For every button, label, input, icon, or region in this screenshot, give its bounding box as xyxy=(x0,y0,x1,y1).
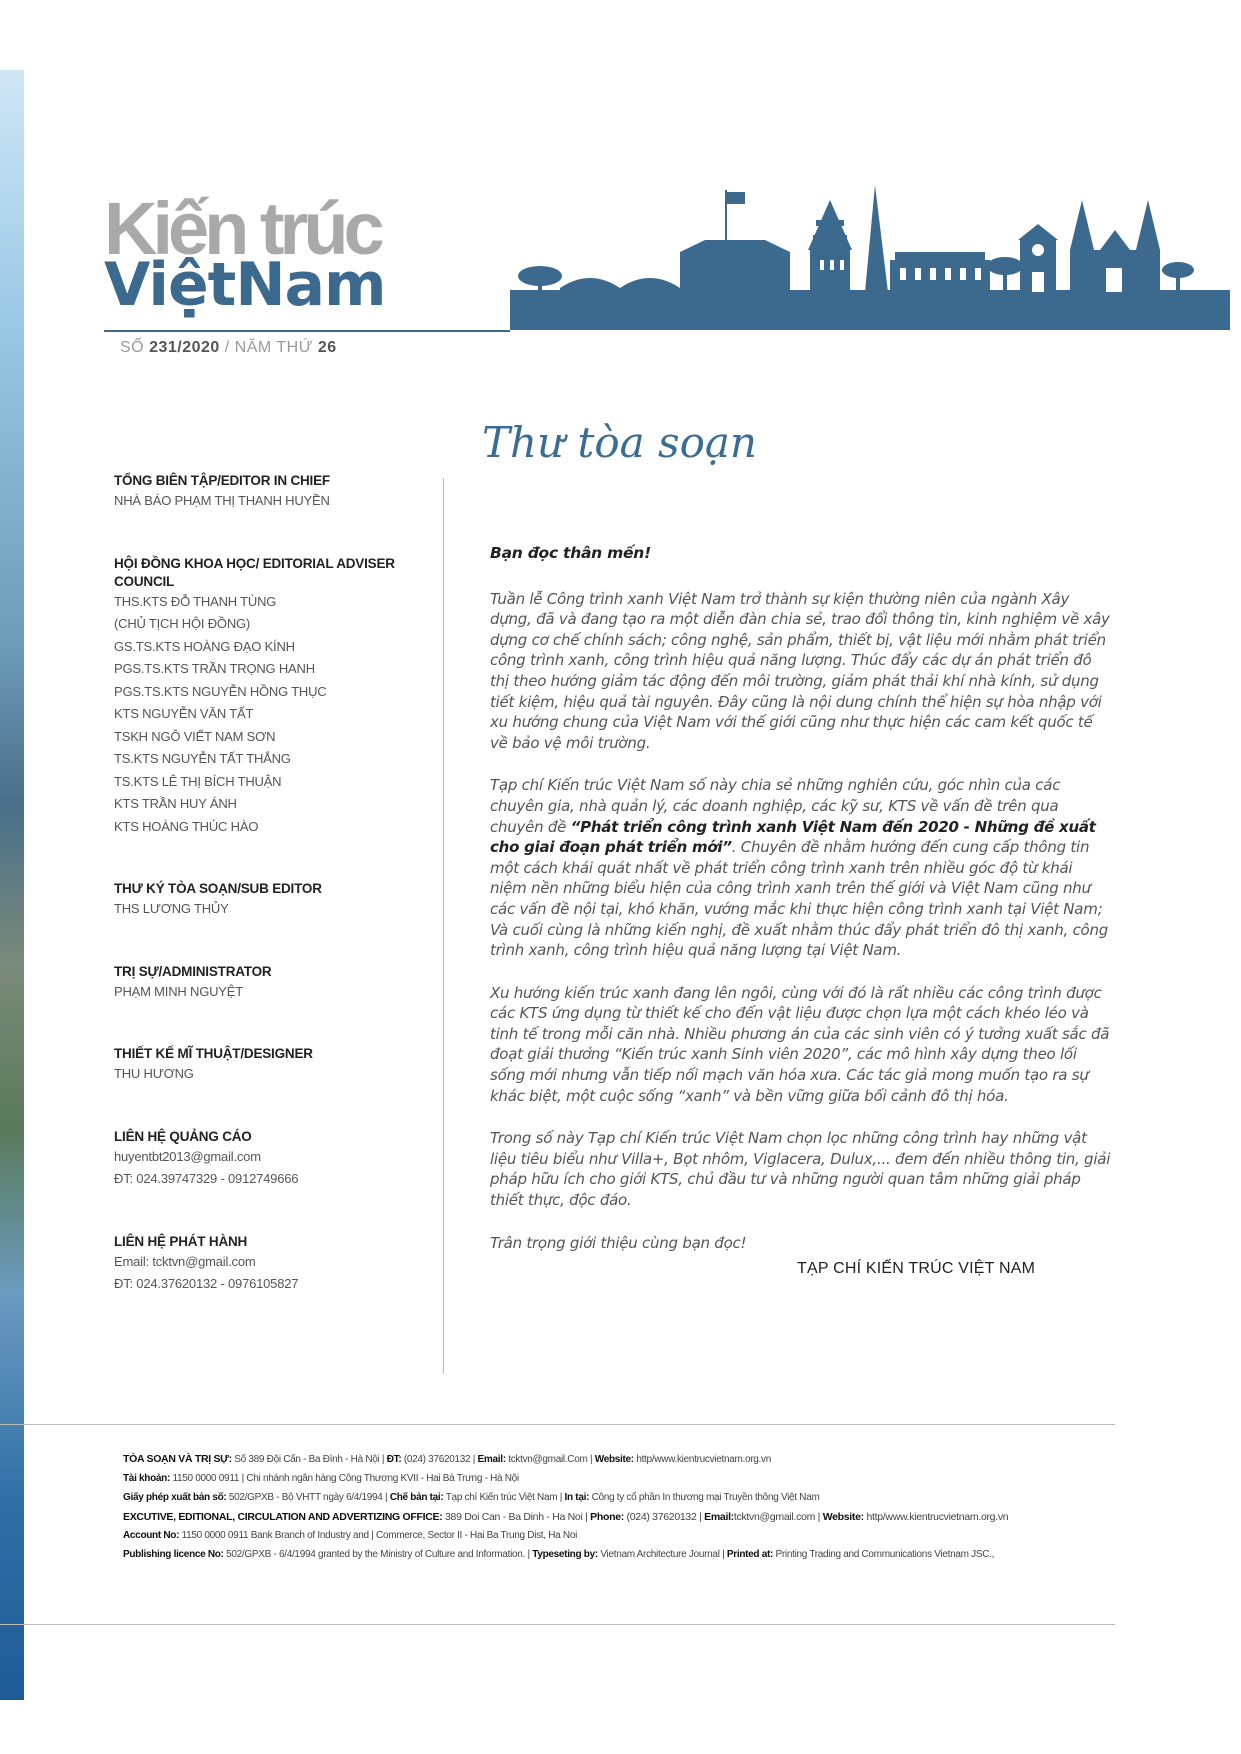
p2-topic-emphasis: “Phát triển công trình xanh Việt Nam đến 2020 - Những đề xuất cho giai đoạn phát triển mới” xyxy=(490,817,1096,857)
city-skyline-illustration xyxy=(510,180,1230,330)
footer-row xyxy=(123,1452,1123,1467)
masthead-line: Email: tcktvn@gmail.com xyxy=(114,1253,256,1269)
column-divider xyxy=(443,478,444,1374)
masthead-line: ĐT: 024.39747329 - 0912749666 xyxy=(114,1171,299,1186)
masthead-line: THU HƯƠNG xyxy=(114,1066,194,1081)
footer-text: http/www.kientrucvietnam.org.vn xyxy=(863,1511,1009,1523)
footer-label: Website: xyxy=(822,1511,864,1523)
masthead-heading: TRỊ SỰ/ADMINISTRATOR xyxy=(114,963,272,979)
footer-label: In tại: xyxy=(564,1492,590,1503)
masthead xyxy=(114,472,454,1296)
masthead-line: PGS.TS.KTS TRẦN TRỌNG HANH xyxy=(114,661,315,676)
letter-greeting: Bạn đọc thân mến! xyxy=(490,544,651,562)
letter-paragraph-4: Trong số này Tạp chí Kiến trúc Việt Nam chọn lọc những công trình hay những vật liệu tiêu biểu như Villa+, Bọt nhôm, Viglacera, Dulux,... đem đến nhiều thông tin, giải pháp hữu ích cho giới KTS, chủ đầu tư và những người quan tâm những giải pháp thiết thực, độc đáo. xyxy=(490,1129,1111,1210)
masthead-line: KTS NGUYỄN VĂN TẤT xyxy=(114,706,254,721)
footer-label: Giấy phép xuất bản số: xyxy=(123,1492,227,1503)
masthead-heading: LIÊN HỆ QUẢNG CÁO xyxy=(114,1128,252,1144)
masthead-line: TS.KTS LÊ THỊ BÍCH THUẬN xyxy=(114,773,282,789)
footer-text: 1150 0000 0911 Bank Branch of Industry and | Commerce, Sector II - Hai Ba Trung Dist, Ha Noi xyxy=(179,1530,578,1541)
masthead-heading: LIÊN HỆ PHÁT HÀNH xyxy=(114,1233,248,1249)
letter-paragraph-3: Xu hướng kiến trúc xanh đang lên ngôi, cùng với đó là rất nhiều các công trình được các KTS ứng dụng từ thiết kế cho đến vật liệu được chọn lựa một cách khéo léo và tinh tế trong mỗi căn nhà. Nhiều phương án của các sinh viên có ý tưởng xuất sắc đã đoạt giải thưởng “Kiến trúc xanh Sinh viên 2020”, các mô hình xây dựng theo lối sống mới nhưng vẫn tiếp nối mạch văn hóa xưa. Các tác giả mong muốn tạo ra sự khác biệt, một cuộc sống “xanh” và bền vững giữa bối cảnh đô thị hóa. xyxy=(490,983,1110,1105)
masthead-editor-in-chief xyxy=(114,472,454,513)
footer-text: (024) 37620132 | xyxy=(401,1454,478,1465)
footer-text: Số 389 Đội Cấn - Ba Đình - Hà Nội | xyxy=(231,1454,387,1465)
masthead-line: TSKH NGÔ VIẾT NAM SƠN xyxy=(114,728,276,744)
masthead-heading: TỔNG BIÊN TẬP/EDITOR IN CHIEF xyxy=(114,473,330,488)
masthead-line: NHÀ BÁO PHẠM THỊ THANH HUYỀN xyxy=(114,493,330,508)
masthead-line: THS LƯƠNG THỦY xyxy=(114,901,229,916)
footer-text: 502/GPXB - 6/4/1994 granted by the Ministry of Culture and Information. | xyxy=(223,1549,533,1560)
footer-bottom-rule xyxy=(0,1624,1115,1625)
issue-year: 26 xyxy=(317,339,337,356)
footer-text: 389 Doi Can - Ba Dinh - Ha Noi | xyxy=(442,1511,591,1523)
footer-text: Tạp chí Kiến trúc Việt Nam | xyxy=(443,1492,565,1503)
issue-separator: / xyxy=(224,339,230,356)
p2-text-b: . Chuyên đề nhằm hướng đến cung cấp thông tin một cách khái quát nhất về phát triển công trình xanh trên nhiều góc độ từ khái niệm nền những biểu hiện của công trình xanh trên thế giới và Việt Nam cũng như các vấn đề nội tại, khó khăn, vướng mắc khi thực hiện công trình xanh tại Việt Nam; Và cuối cùng là những kiến nghị, đề xuất nhằm thúc đẩy phát triển đô thị xanh, công trình xanh, công trình hiệu quả năng lượng tại Việt Nam. xyxy=(490,838,1109,960)
footer-text: http/www.kientrucvietnam.org.vn xyxy=(633,1454,771,1465)
footer-text: Vietnam Architecture Journal | xyxy=(597,1549,727,1560)
footer-label: Email: xyxy=(704,1511,734,1523)
footer-imprint xyxy=(123,1452,1123,1567)
footer-label: ĐT: xyxy=(386,1454,402,1465)
logo-kien-truc: Kiến trúc xyxy=(104,187,380,270)
letter-paragraph-2 xyxy=(490,775,1112,960)
footer-text: tcktvn@gmail.Com | xyxy=(505,1454,595,1465)
masthead-heading: THƯ KÝ TÒA SOẠN/SUB EDITOR xyxy=(114,881,322,896)
letter-signature: TẠP CHÍ KIẾN TRÚC VIỆT NAM xyxy=(797,1260,1036,1277)
footer-text: 502/GPXB - Bộ VHTT ngày 6/4/1994 | xyxy=(226,1492,390,1503)
masthead-line: (CHỦ TỊCH HỘI ĐỒNG) xyxy=(114,616,251,631)
masthead-heading: THIẾT KẾ MĨ THUẬT/DESIGNER xyxy=(114,1046,313,1061)
footer-text: (024) 37620132 | xyxy=(623,1511,705,1523)
footer-text: Công ty cổ phần In thương mại Truyền thông Việt Nam xyxy=(589,1492,820,1503)
masthead-heading: HỘI ĐỒNG KHOA HỌC/ EDITORIAL ADVISER COUNCIL xyxy=(114,555,395,589)
footer-row xyxy=(123,1472,1123,1486)
issue-nam-label: NĂM THỨ xyxy=(234,339,313,356)
footer-row xyxy=(123,1510,1123,1524)
masthead-advertising-contact xyxy=(114,1128,454,1191)
masthead-line: ĐT: 024.37620132 - 0976105827 xyxy=(114,1276,299,1291)
masthead-line: PGS.TS.KTS NGUYỄN HỒNG THỤC xyxy=(114,683,327,699)
footer-text: Printing Trading and Communications Vietnam JSC., xyxy=(773,1549,995,1560)
masthead-line: KTS HOÀNG THÚC HÀO xyxy=(114,818,259,834)
masthead-line: PHẠM MINH NGUYỆT xyxy=(114,983,243,999)
footer-label: Chế bản tại: xyxy=(389,1492,444,1503)
footer-label: Phone: xyxy=(590,1511,624,1523)
logo-viet-nam: ViệtNam xyxy=(104,250,386,320)
issue-info xyxy=(120,339,337,357)
masthead-adviser-council xyxy=(114,555,454,839)
footer-row xyxy=(123,1529,1123,1543)
masthead-line: KTS TRẦN HUY ÁNH xyxy=(114,796,237,811)
footer-row xyxy=(123,1491,1123,1505)
footer-label: Account No: xyxy=(123,1530,180,1541)
footer-text: tcktvn@gmail.com | xyxy=(733,1511,823,1523)
header-rule xyxy=(104,330,510,332)
footer-row xyxy=(123,1548,1123,1562)
footer-label: Printed at: xyxy=(726,1549,774,1560)
letter-closing: Trân trọng giới thiệu cùng bạn đọc! xyxy=(490,1233,747,1252)
masthead-administrator xyxy=(114,963,454,1004)
issue-number: 231/2020 xyxy=(149,339,220,356)
letter-title: Thư tòa soạn xyxy=(482,418,757,467)
masthead-line: THS.KTS ĐỖ THANH TÙNG xyxy=(114,593,277,609)
footer-label: Website: xyxy=(594,1454,634,1465)
masthead-sub-editor xyxy=(114,880,454,921)
masthead-line: TS.KTS NGUYỄN TẤT THẮNG xyxy=(114,751,291,766)
footer-label: Tài khoản: xyxy=(123,1473,171,1484)
masthead-distribution-contact xyxy=(114,1233,454,1296)
footer-label: TÒA SOẠN VÀ TRỊ SỰ: xyxy=(123,1453,232,1465)
footer-label: Email: xyxy=(477,1454,506,1465)
letter-paragraph-1: Tuần lễ Công trình xanh Việt Nam trở thành sự kiện thường niên của ngành Xây dựng, đã và đang tạo ra một diễn đàn chia sẻ, trao đổi thông tin, kinh nghiệm về xây dựng cơ chế chính sách; công nghệ, sản phẩm, thiết bị, vật liệu mới nhằm phát triển công trình xanh, công trình hiệu quả năng lượng. Thúc đẩy các dự án phát triển đô thị theo hướng giảm tác động đến môi trường, giảm phát thải khí nhà kính, sử dụng tiết kiệm, hiệu quả tài nguyên. Đây cũng là nội dung chính thể hiện sự hòa nhập với xu hướng chung của Việt Nam với thế giới cũng như thực hiện các cam kết quốc tế về bảo vệ môi trường. xyxy=(490,589,1110,752)
footer-top-rule xyxy=(0,1424,1115,1425)
left-photo-strip xyxy=(0,70,24,1700)
masthead-line: huyentbt2013@gmail.com xyxy=(114,1148,261,1164)
p2-text-a: Tạp chí Kiến trúc Việt Nam số này chia sẻ những nghiên cứu, góc nhìn của các chuyên gia, nhà quản lý, các doanh nghiệp, các kỹ sư, KTS về vấn đề trên qua chuyên đề xyxy=(490,776,1061,836)
masthead-designer xyxy=(114,1045,454,1086)
footer-label: EXCUTIVE, EDITIONAL, CIRCULATION AND ADVERTIZING OFFICE: xyxy=(123,1511,443,1523)
editorial-letter xyxy=(490,543,1112,1275)
footer-label: Publishing licence No: xyxy=(123,1549,224,1560)
issue-so-label: SỐ xyxy=(120,339,145,356)
footer-label: Typeseting by: xyxy=(532,1549,598,1560)
masthead-line: GS.TS.KTS HOÀNG ĐẠO KÍNH xyxy=(114,638,295,654)
footer-text: 1150 0000 0911 | Chi nhánh ngân hàng Công Thương KVII - Hai Bà Trưng - Hà Nội xyxy=(170,1473,519,1484)
